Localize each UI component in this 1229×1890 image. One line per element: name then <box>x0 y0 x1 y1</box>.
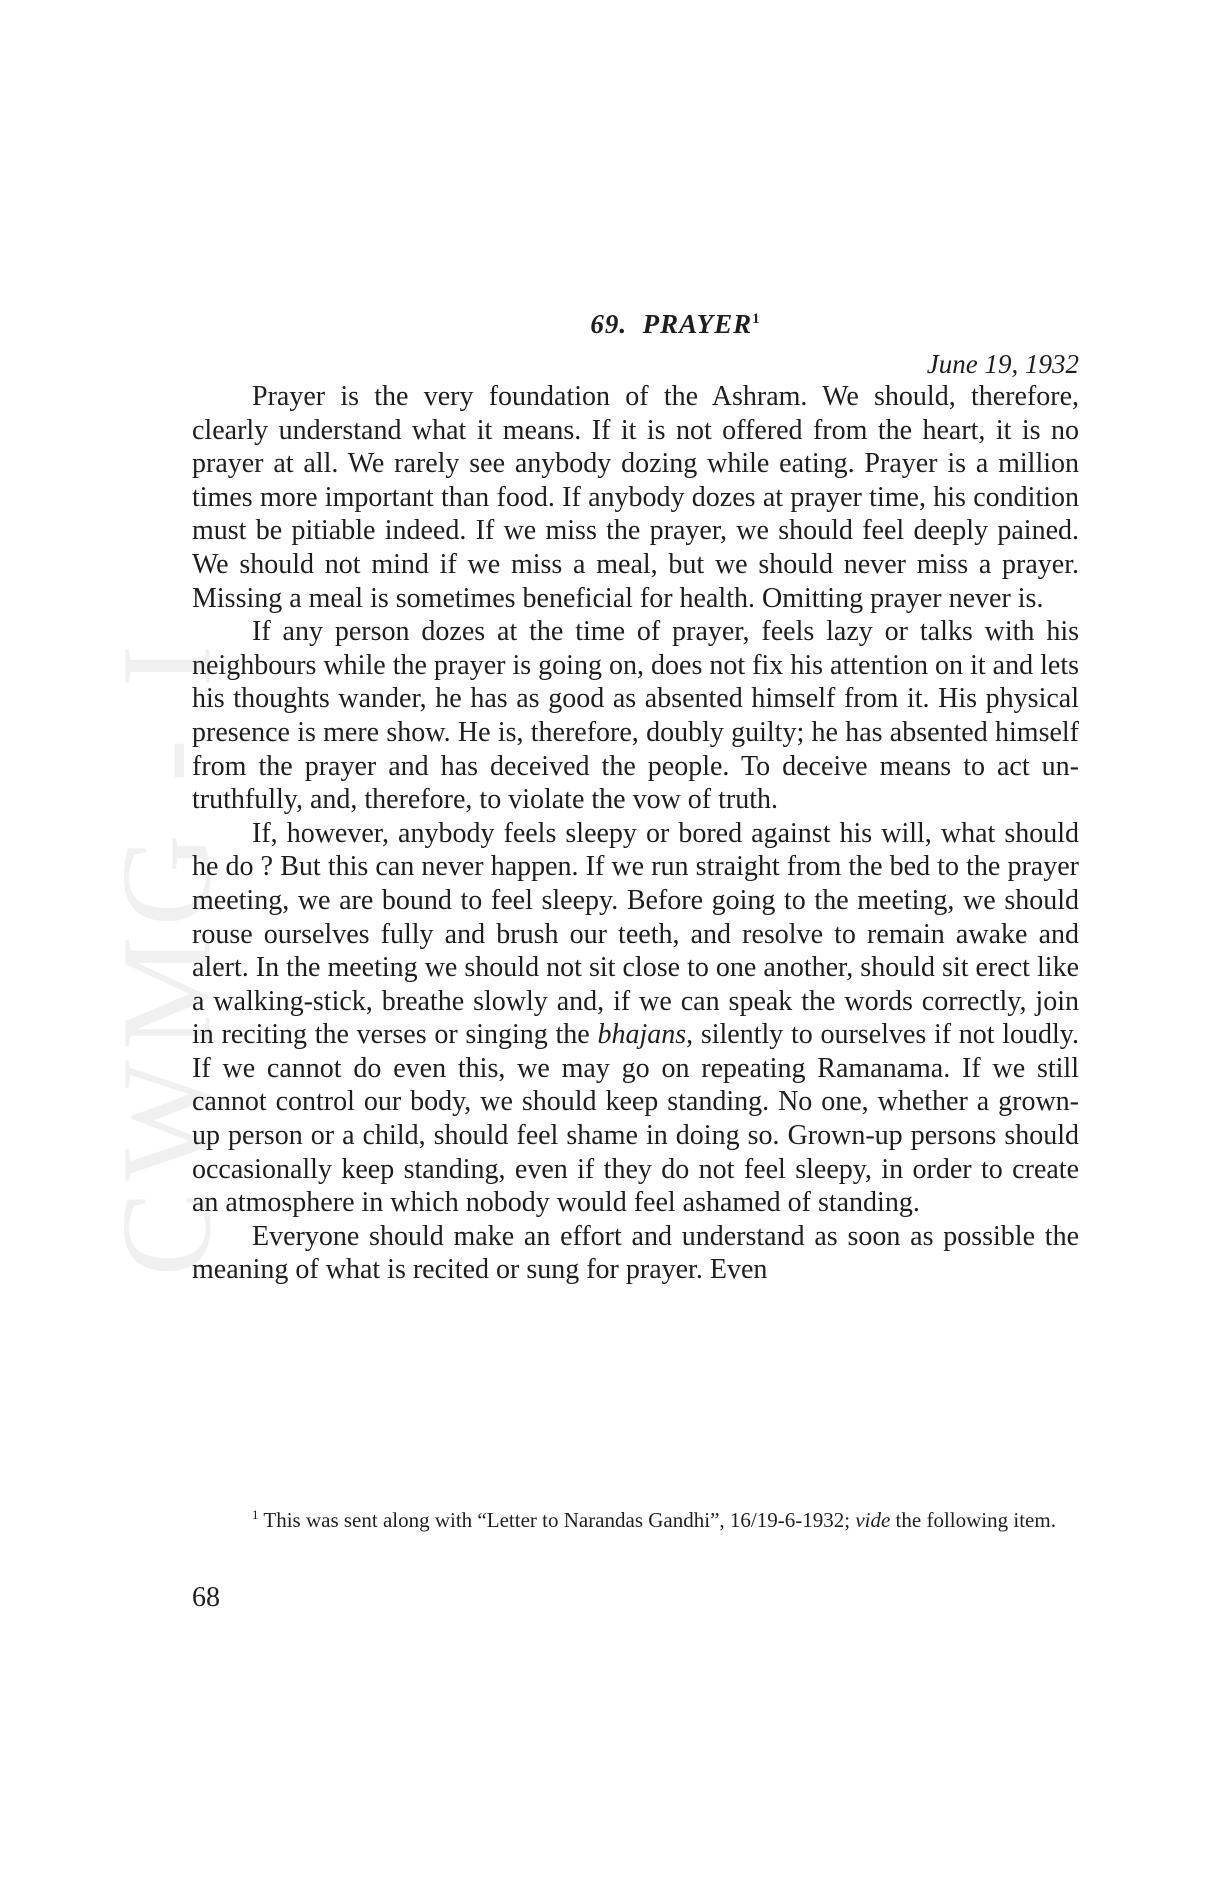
paragraph-1: Prayer is the very foundation of the Ashram. We should, therefore, clearly understand what it means. If it is not offered from the heart, it is no prayer at all. We rarely see anybody dozing while eating. Prayer is a million times more important than food. If anybody dozes at prayer time, his condition must be pitiable indeed. If we miss the prayer, we should feel deeply pained. We should not mind if we miss a meal, but we should never miss a prayer. Missing a meal is sometimes beneficial for health. Omitting prayer never is. <box>192 381 1079 614</box>
footnote-marker: 1 <box>252 1507 259 1522</box>
page-number: 68 <box>192 1582 220 1613</box>
article-date: June 19, 1932 <box>926 349 1079 379</box>
footnote-text-end: the following item. <box>890 1508 1056 1532</box>
paragraph-2: If any person dozes at the time of prayer, feels lazy or talks with his neighbours while the prayer is going on, does not fix his attention on it and lets his thoughts wander, he has as good as absented himself from it. His physical presence is mere show. He is, therefore, doubly guilty; he has absented himself from the prayer and has deceived the people. To deceive means to act untruthfully, and, therefore, to violate the vow of truth. <box>192 616 1079 816</box>
footnote-text: This was sent along with “Letter to Narandas Gandhi”, 16/19-6-1932; <box>263 1508 856 1532</box>
footnote-vide: vide <box>855 1508 891 1532</box>
footnote-reference: 1 <box>752 311 761 327</box>
paragraph-3 <box>192 817 1079 1220</box>
page-content <box>192 308 1079 1287</box>
article-body <box>192 380 1079 1287</box>
article-title-text: PRAYER <box>642 309 753 339</box>
paragraph-3-part-1: If, however, anybody feels sleepy or bored against his will, what should he do ? But this can never happen. If we run straight from the bed to the prayer meeting, we are bound to feel sleepy. Before going to the meeting, we should rouse ourselves fully and brush our teeth, and resolve to remain awake and alert. In the meeting we should not sit close to one another, should sit erect like a walking-stick, breathe slowly and, if we can speak the words correctly, join in reciting the verses or singing the <box>192 817 1079 1051</box>
bhajans-term: bhajans <box>597 1019 687 1051</box>
article-number: 69. <box>590 309 628 339</box>
paragraph-4: Everyone should make an effort and understand as soon as possible the meaning of what is recited or sung for prayer. Even <box>192 1220 1079 1286</box>
article-title <box>192 308 1079 340</box>
footnote <box>192 1506 1079 1535</box>
watermark-text: CWMG - I <box>95 634 238 1276</box>
paragraph-3-part-2: , silently to ourselves if not loudly. If we cannot do even this, we may go on repeating Ramanama. If we still cannot control our body, we should keep standing. No one, whether a grown-up person or a child, should feel shame in doing so. Grown-up persons should occasionally keep standing, even if they do not feel sleepy, in order to create an atmosphere in which nobody would feel ashamed of standing. <box>192 1019 1079 1219</box>
